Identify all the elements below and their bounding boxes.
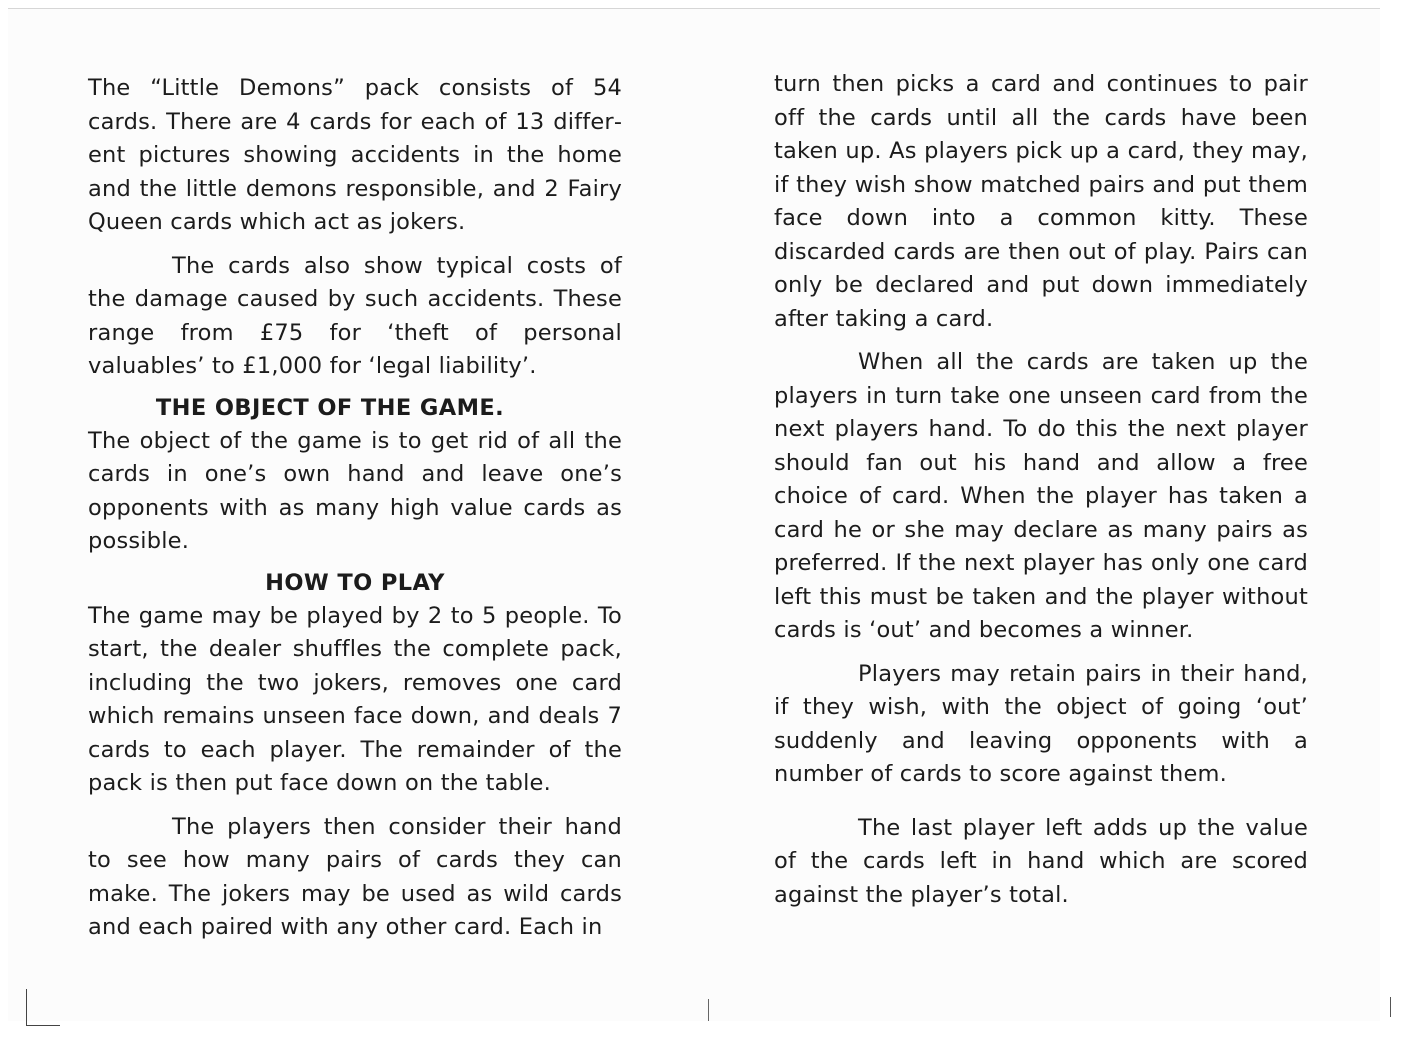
continued-paragraph: turn then picks a card and continues to pair off the cards until all the cards have been taken up. As players pick up a card, they may, if they wish show matched pairs and put them face down into a common kitty. These discarded cards are then out of play. Pairs can only be declared and put down immediately after taking a card. bbox=[774, 71, 1308, 332]
how-to-play-paragraph: The game may be played by 2 to 5 people. To start, the dealer shuffles the complete pack, including the two jokers, removes one card which remains unseen face down, and deals 7 cards to each player. The remainder of the pack is then put face down on the table. bbox=[88, 602, 622, 796]
right-column bbox=[774, 68, 1308, 912]
crop-mark-left bbox=[26, 989, 27, 1025]
crop-mark-left-bottom bbox=[26, 1025, 60, 1026]
how-to-play-heading: HOW TO PLAY bbox=[265, 569, 445, 596]
intro-paragraph: The “Little Demons” pack consists of 54 cards. There are 4 cards for each of 13 different pictures showing accidents in the home and the little demons responsible, and 2 Fairy Queen cards which act as jokers. bbox=[88, 75, 622, 235]
costs-paragraph: The cards also show typical costs of the damage caused by such accidents. These range from £75 for ‘theft of personal valuables’ to £1,000 for ‘legal liability’. bbox=[88, 252, 622, 379]
left-column bbox=[88, 72, 622, 945]
taken-up-paragraph: When all the cards are taken up the players in turn take one unseen card from the next players hand. To do this the next player should fan out his hand and allow a free choice of card. When the player has taken a card he or she may declare as many pairs as preferred. If the next player has only one card left this must be taken and the player without cards is ‘out’ and becomes a winner. bbox=[774, 349, 1308, 643]
object-heading: THE OBJECT OF THE GAME. bbox=[155, 394, 505, 421]
object-paragraph: The object of the game is to get rid of all the cards in one’s own hand and leave one’s opponents with as many high value cards as possible. bbox=[88, 427, 622, 554]
fold-mark bbox=[708, 999, 709, 1021]
last-player-paragraph: The last player left adds up the value of the cards left in hand which are scored against the player’s total. bbox=[774, 814, 1308, 908]
pairs-paragraph: The players then consider their hand to see how many pairs of cards they can make. The jokers may be used as wild cards and each paired with any other card. Each in bbox=[88, 813, 622, 940]
retain-pairs-paragraph: Players may retain pairs in their hand, if they wish, with the object of going ‘out’ suddenly and leaving opponents with a number of cards to score against them. bbox=[774, 660, 1308, 787]
crop-mark-right bbox=[1390, 997, 1391, 1017]
